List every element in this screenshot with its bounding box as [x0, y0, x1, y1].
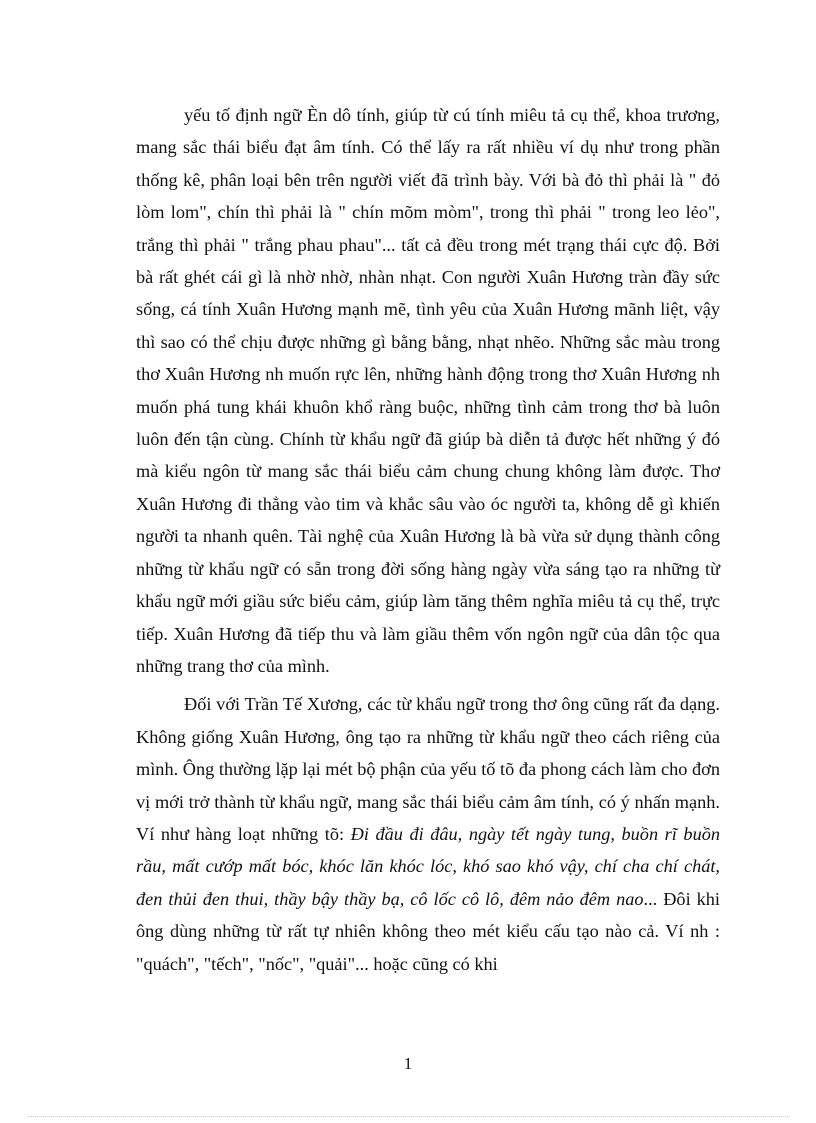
paragraph-text-after-examples: ... Đôi khi ông dùng những từ rất tự nhiên không theo mét kiểu cấu tạo nào cả. Ví nh : "quách", "tếch", "nốc", "quải"... hoặc cũng có khi: [136, 888, 720, 974]
page-bottom-dotted-divider: [28, 1116, 788, 1117]
paragraph-xuan-huong: yếu tố định ngữ Èn dô tính, giúp từ cú tính miêu tả cụ thể, khoa trương, mang sắc thái biểu đạt âm tính. Có thể lấy ra rất nhiều ví dụ như trong phần thống kê, phân loại bên trên người viết đã trình bày. Với bà đỏ thì phải là " đỏ lòm lom", chín thì phải là " chín mõm mòm", trong thì phải " trong leo lẻo", trắng thì phải " trắng phau phau"... tất cả đều trong mét trạng thái cực độ. Bởi bà rất ghét cái gì là nhờ nhờ, nhàn nhạt. Con người Xuân Hương tràn đầy sức sống, cá tính Xuân Hương mạnh mẽ, tình yêu của Xuân Hương mãnh liệt, vậy thì sao có thể chịu được những gì bằng bằng, nhạt nhẽo. Những sắc màu trong thơ Xuân Hương nh muốn rực lên, những hành động trong thơ Xuân Hương nh muốn phá tung khái khuôn khổ ràng buộc, những tình cảm trong thơ bà luôn luôn đến tận cùng. Chính từ khẩu ngữ đã giúp bà diễn tả được hết những ý đó mà kiểu ngôn từ mang sắc thái biểu cảm chung chung không làm được. Thơ Xuân Hương đi thẳng vào tim và khắc sâu vào óc người ta, không dễ gì khiến người ta nhanh quên. Tài nghệ của Xuân Hương là bà vừa sử dụng thành công những từ khẩu ngữ có sẵn trong đời sống hàng ngày vừa sáng tạo ra những từ khẩu ngữ mới giầu sức biểu cảm, giúp làm tăng thêm nghĩa miêu tả cụ thể, trực tiếp. Xuân Hương đã tiếp thu và làm giầu thêm vốn ngôn ngữ của dân tộc qua những trang thơ của mình.: [136, 105, 720, 676]
page-number: 1: [403, 1054, 413, 1073]
body-text: [136, 99, 720, 980]
paragraph-text-before-examples: Đối với Trần Tế Xương, các từ khẩu ngữ trong thơ ông cũng rất đa dạng. Không giống Xuân Hương, ông tạo ra những từ khẩu ngữ theo cách riêng của mình. Ông thường lặp lại mét bộ phận của yếu tố tõ đa phong cách làm cho đơn vị mới trở thành từ khẩu ngữ, mang sắc thái biểu cảm âm tính, có ý nhấn mạnh. Ví như hàng loạt những tõ:: [136, 694, 720, 844]
italic-word-examples: Đi đầu đi đâu, ngày tết ngày tung, buồn rĩ buồn rầu, mất cướp mất bóc, khóc lăn khóc lóc, khó sao khó vậy, chí cha chí chát, đen thủi đen thui, thầy bậy thầy bạ, cô lốc cô lô, đêm nảo đêm nao: [136, 823, 720, 909]
paragraph-tran-te-xuong: [136, 688, 720, 980]
